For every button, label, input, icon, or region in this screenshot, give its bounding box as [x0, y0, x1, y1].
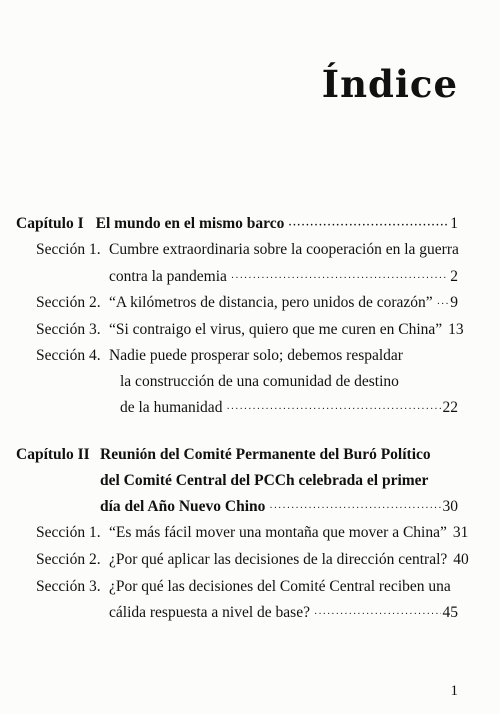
section-1-1-title-cont: contra la pandemia: [109, 268, 227, 285]
toc-section-1-4-line1[interactable]: [109, 346, 403, 366]
page-number: 1: [450, 683, 458, 699]
toc-section-2-3-line2[interactable]: [109, 603, 458, 625]
section-1-2-page: 9: [450, 294, 458, 311]
section-1-1-label: Sección 1.: [36, 241, 101, 258]
section-1-3-label: Sección 3.: [36, 321, 101, 338]
toc-section-1-3[interactable]: [109, 320, 464, 342]
toc-chapter-2-line1[interactable]: [100, 445, 431, 465]
section-2-3-title: ¿Por qué las decisiones del Comité Central reciben una: [109, 578, 451, 595]
section-2-3-label: Sección 3.: [36, 578, 101, 595]
section-2-3-title-cont: cálida respuesta a nivel de base?: [109, 604, 310, 621]
section-1-2-title: “A kilómetros de distancia, pero unidos de corazón”: [109, 294, 433, 311]
toc-chapter-1[interactable]: [16, 214, 458, 236]
chapter-1-title: El mundo en el mismo barco: [95, 215, 285, 232]
chapter-1-page: 1: [450, 215, 458, 232]
section-1-4-title-cont2: de la humanidad: [120, 399, 223, 416]
dot-leader: [226, 400, 440, 420]
dot-leader: [288, 216, 448, 236]
toc-section-1-2[interactable]: [109, 293, 458, 315]
section-1-1-title: Cumbre extraordinaria sobre la cooperación en la guerra: [109, 241, 459, 258]
section-2-2-label: Sección 2.: [36, 551, 101, 568]
section-2-1-title: “Es más fácil mover una montaña que mover a China”: [109, 524, 447, 541]
toc-section-1-4-line2[interactable]: [120, 372, 399, 392]
section-2-2-page: 40: [453, 551, 469, 568]
section-1-1-page: 2: [450, 268, 458, 285]
dot-leader: [437, 295, 449, 315]
section-1-4-page: 22: [442, 399, 458, 416]
section-1-4-title-cont: la construcción de una comunidad de destino: [120, 373, 399, 390]
dot-leader: [269, 499, 440, 519]
toc-section-1-1-line2[interactable]: [109, 267, 458, 289]
chapter-1-label: Capítulo I: [16, 215, 84, 232]
toc-chapter-2-line2[interactable]: [100, 471, 428, 491]
section-1-3-page: 13: [448, 321, 464, 338]
dot-leader: [231, 269, 448, 289]
section-1-4-title: Nadie puede prosperar solo; debemos respaldar: [109, 347, 403, 364]
chapter-2-title: Reunión del Comité Permanente del Buró Político: [100, 446, 431, 463]
chapter-2-page: 30: [442, 498, 458, 515]
toc-section-1-1-line1[interactable]: [109, 240, 459, 260]
section-2-2-title: ¿Por qué aplicar las decisiones de la dirección central?: [109, 551, 448, 568]
toc-chapter-2-line3[interactable]: [100, 497, 458, 519]
section-2-3-page: 45: [442, 604, 458, 621]
section-1-4-label: Sección 4.: [36, 347, 101, 364]
page-title: Índice: [321, 62, 458, 106]
section-1-3-title: “Si contraigo el virus, quiero que me curen en China”: [109, 321, 443, 338]
toc-section-2-3-line1[interactable]: [109, 577, 451, 597]
section-2-1-page: 31: [452, 524, 469, 541]
chapter-2-label: Capítulo II: [16, 446, 90, 463]
section-2-1-label: Sección 1.: [36, 524, 101, 541]
chapter-2-title-cont: del Comité Central del PCCh celebrada el primer: [100, 472, 429, 489]
dot-leader: [314, 605, 441, 625]
section-1-2-label: Sección 2.: [36, 294, 101, 311]
chapter-2-title-cont2: día del Año Nuevo Chino: [100, 498, 266, 515]
toc-section-2-2[interactable]: [109, 550, 469, 572]
toc-section-1-4-line3[interactable]: [120, 398, 458, 420]
toc-section-2-1[interactable]: [109, 523, 469, 545]
